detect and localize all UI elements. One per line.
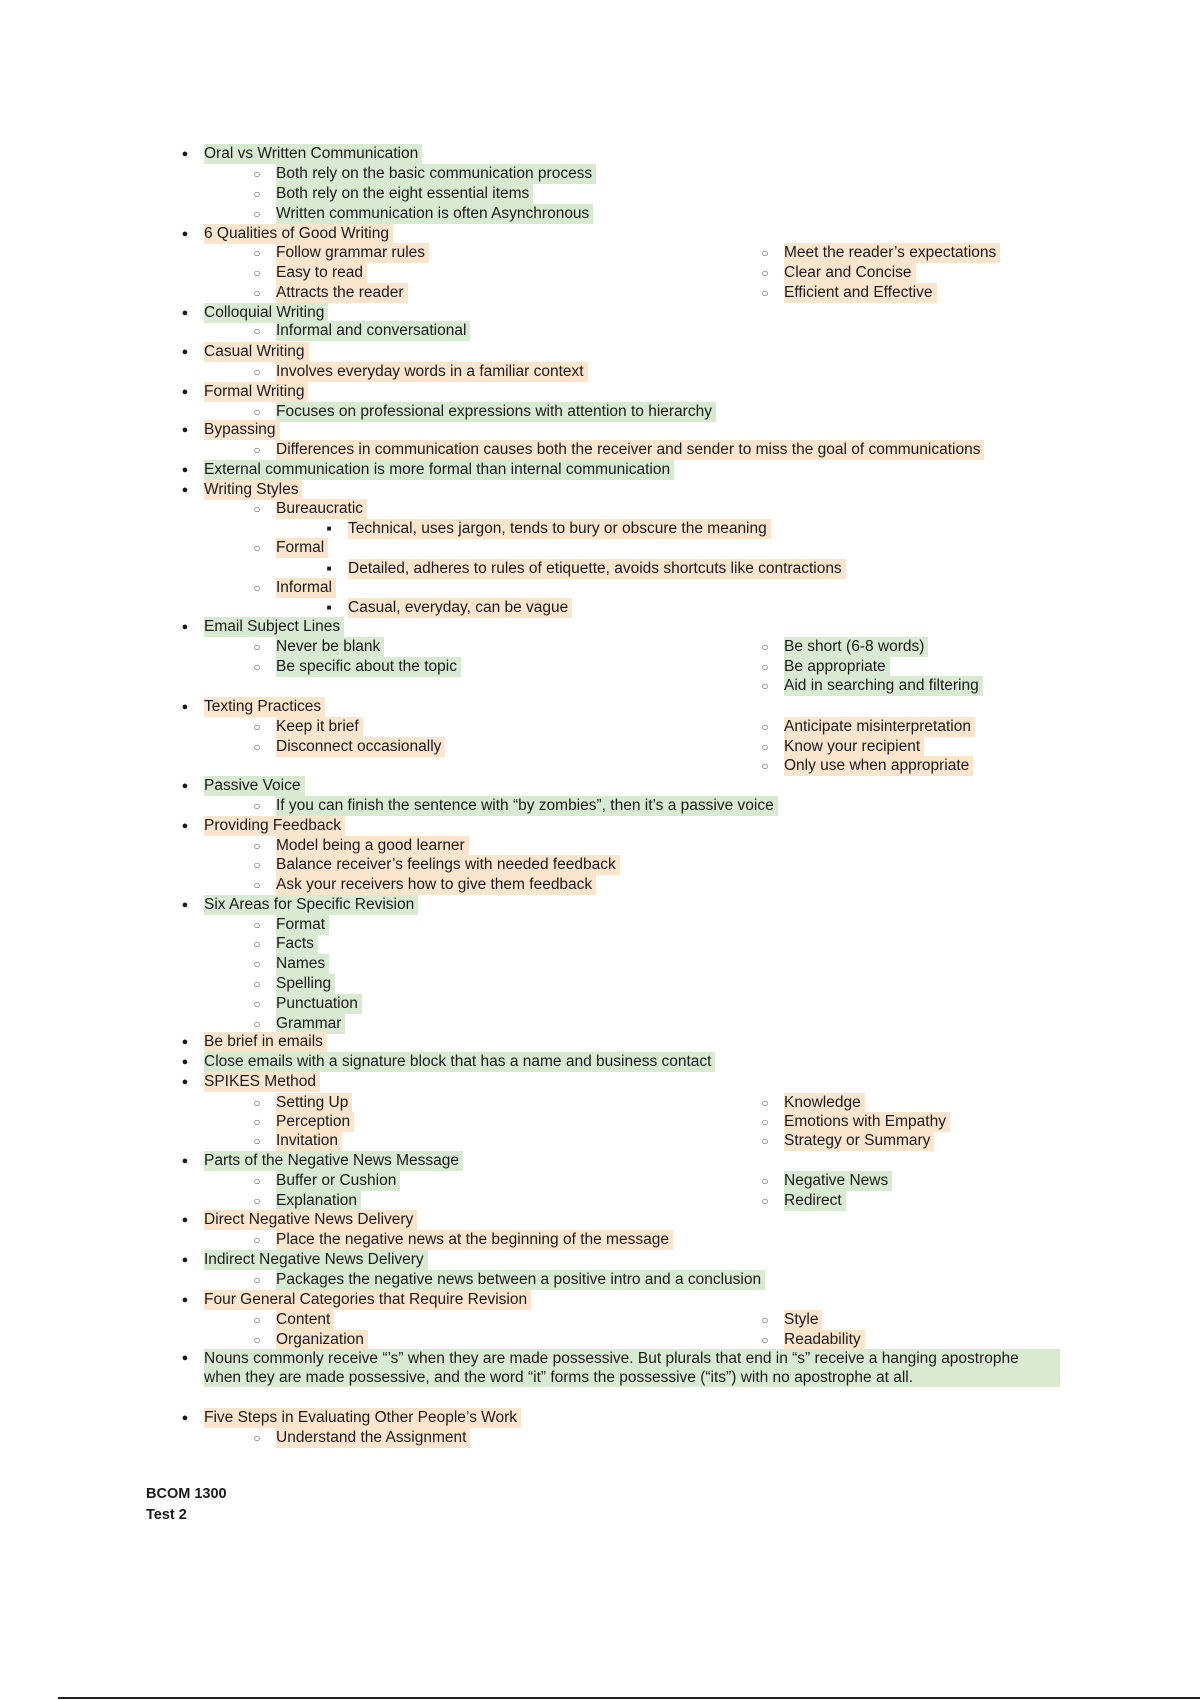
list-item-text: Packages the negative news between a positive intro and a conclusion [276,1270,765,1290]
footer-label [146,1484,227,1526]
hollow-circle-bullet-icon: ○ [253,246,261,260]
list-item-text: Perception [276,1112,354,1132]
list-item-text: Texting Practices [204,697,325,717]
hollow-circle-bullet-icon: ○ [253,405,261,419]
list-item-text: Meet the reader’s expectations [784,243,1000,263]
list-item-text: Differences in communication causes both the receiver and sender to miss the goal of communications [276,440,984,460]
list-item-text: Be appropriate [784,657,890,677]
list-item-text: If you can finish the sentence with “by zombies”, then it’s a passive voice [276,796,778,816]
bottom-rule [58,1697,1200,1699]
list-item-text: Know your recipient [784,737,924,757]
filled-circle-bullet-icon: ● [181,780,189,792]
hollow-circle-bullet-icon: ○ [253,1017,261,1031]
list-item-text: 6 Qualities of Good Writing [204,224,393,244]
list-item-text: Readability [784,1330,865,1350]
hollow-circle-bullet-icon: ○ [253,1233,261,1247]
hollow-circle-bullet-icon: ○ [253,1134,261,1148]
list-item-text: Formal [276,538,328,558]
list-item-text: Clear and Concise [784,263,916,283]
list-item-text: Content [276,1310,334,1330]
hollow-circle-bullet-icon: ○ [253,286,261,300]
list-item-text: Oral vs Written Communication [204,144,422,164]
hollow-circle-bullet-icon: ○ [253,740,261,754]
hollow-circle-bullet-icon: ○ [253,581,261,595]
list-item-text: Be brief in emails [204,1032,327,1052]
list-item-text: Efficient and Effective [784,283,937,303]
list-item-text: Invitation [276,1131,342,1151]
filled-circle-bullet-icon: ● [181,1155,189,1167]
hollow-circle-bullet-icon: ○ [761,1115,769,1129]
hollow-circle-bullet-icon: ○ [761,720,769,734]
hollow-circle-bullet-icon: ○ [253,957,261,971]
list-item-text: Model being a good learner [276,836,469,856]
list-item-text: External communication is more formal than internal communication [204,460,674,480]
list-item-text: Colloquial Writing [204,303,328,323]
filled-circle-bullet-icon: ● [181,464,189,476]
hollow-circle-bullet-icon: ○ [761,266,769,280]
hollow-circle-bullet-icon: ○ [253,1333,261,1347]
filled-circle-bullet-icon: ● [181,1254,189,1266]
filled-circle-bullet-icon: ● [181,1294,189,1306]
filled-circle-bullet-icon: ● [181,1214,189,1226]
list-item-text: Both rely on the eight essential items [276,184,533,204]
hollow-circle-bullet-icon: ○ [761,1096,769,1110]
hollow-circle-bullet-icon: ○ [253,858,261,872]
list-item-text: Anticipate misinterpretation [784,717,975,737]
list-item-text: Four General Categories that Require Revision [204,1290,531,1310]
hollow-circle-bullet-icon: ○ [761,1134,769,1148]
list-item-text: Keep it brief [276,717,363,737]
hollow-circle-bullet-icon: ○ [253,799,261,813]
hollow-circle-bullet-icon: ○ [253,1313,261,1327]
list-item-text: Parts of the Negative News Message [204,1151,463,1171]
hollow-circle-bullet-icon: ○ [253,878,261,892]
hollow-circle-bullet-icon: ○ [253,167,261,181]
list-item-text: Casual, everyday, can be vague [348,598,572,618]
list-item-text: Providing Feedback [204,816,345,836]
list-item-text: Negative News [784,1171,892,1191]
list-item-text: Understand the Assignment [276,1428,470,1448]
course-code: BCOM 1300 [146,1486,227,1502]
list-item-text: Be specific about the topic [276,657,461,677]
list-item-text: Written communication is often Asynchronous [276,204,593,224]
list-item-text: Focuses on professional expressions with attention to hierarchy [276,402,716,422]
list-item-text: Explanation [276,1191,361,1211]
square-bullet-icon: ■ [326,603,332,612]
list-item-text: Involves everyday words in a familiar context [276,362,588,382]
filled-circle-bullet-icon: ● [181,820,189,832]
filled-circle-bullet-icon: ● [181,228,189,240]
hollow-circle-bullet-icon: ○ [761,759,769,773]
list-item-text: Easy to read [276,263,367,283]
hollow-circle-bullet-icon: ○ [253,1174,261,1188]
list-item-text: Grammar [276,1014,345,1034]
hollow-circle-bullet-icon: ○ [761,1174,769,1188]
list-item-text: SPIKES Method [204,1072,320,1092]
hollow-circle-bullet-icon: ○ [253,660,261,674]
filled-circle-bullet-icon: ● [181,899,189,911]
list-item-text: Passive Voice [204,776,305,796]
filled-circle-bullet-icon: ● [181,701,189,713]
filled-circle-bullet-icon: ● [181,424,189,436]
hollow-circle-bullet-icon: ○ [253,720,261,734]
hollow-circle-bullet-icon: ○ [253,443,261,457]
list-item-text: Attracts the reader [276,283,408,303]
list-item-text: Balance receiver’s feelings with needed feedback [276,855,620,875]
square-bullet-icon: ■ [326,564,332,573]
list-item-text: Setting Up [276,1093,352,1113]
list-item-text: Writing Styles [204,480,302,500]
filled-circle-bullet-icon: ● [181,307,189,319]
hollow-circle-bullet-icon: ○ [253,640,261,654]
list-item-text: Disconnect occasionally [276,737,445,757]
hollow-circle-bullet-icon: ○ [253,266,261,280]
hollow-circle-bullet-icon: ○ [253,541,261,555]
list-item-text: Never be blank [276,637,384,657]
list-item-text: Close emails with a signature block that has a name and business contact [204,1052,715,1072]
filled-circle-bullet-icon: ● [181,148,189,160]
list-item-text: Organization [276,1330,368,1350]
hollow-circle-bullet-icon: ○ [253,187,261,201]
hollow-circle-bullet-icon: ○ [761,1333,769,1347]
list-item-text: Nouns commonly receive “’s” when they are made possessive. But plurals that end in “s” receive a hanging apostrophe when they are made possessive, and the word “it” forms the possessive (“its”) with no apostrophe at all. [204,1349,1060,1387]
filled-circle-bullet-icon: ● [181,1352,189,1364]
hollow-circle-bullet-icon: ○ [253,1115,261,1129]
hollow-circle-bullet-icon: ○ [253,1194,261,1208]
hollow-circle-bullet-icon: ○ [761,640,769,654]
hollow-circle-bullet-icon: ○ [761,1313,769,1327]
hollow-circle-bullet-icon: ○ [253,1431,261,1445]
list-item-text: Emotions with Empathy [784,1112,950,1132]
hollow-circle-bullet-icon: ○ [761,1194,769,1208]
list-item-text: Six Areas for Specific Revision [204,895,418,915]
filled-circle-bullet-icon: ● [181,1036,189,1048]
list-item-text: Ask your receivers how to give them feedback [276,875,596,895]
hollow-circle-bullet-icon: ○ [253,365,261,379]
list-item-text: Aid in searching and filtering [784,676,983,696]
list-item-text: Five Steps in Evaluating Other People’s Work [204,1408,521,1428]
hollow-circle-bullet-icon: ○ [761,246,769,260]
hollow-circle-bullet-icon: ○ [761,286,769,300]
filled-circle-bullet-icon: ● [181,1076,189,1088]
hollow-circle-bullet-icon: ○ [761,660,769,674]
list-item-text: Place the negative news at the beginning of the message [276,1230,673,1250]
hollow-circle-bullet-icon: ○ [253,918,261,932]
list-item-text: Buffer or Cushion [276,1171,400,1191]
list-item-text: Redirect [784,1191,846,1211]
filled-circle-bullet-icon: ● [181,1412,189,1424]
list-item-text: Facts [276,934,318,954]
list-item-text: Strategy or Summary [784,1131,934,1151]
list-item-text: Informal and conversational [276,321,470,341]
filled-circle-bullet-icon: ● [181,386,189,398]
list-item-text: Direct Negative News Delivery [204,1210,417,1230]
filled-circle-bullet-icon: ● [181,346,189,358]
list-item-text: Email Subject Lines [204,617,344,637]
list-item-text: Technical, uses jargon, tends to bury or obscure the meaning [348,519,771,539]
filled-circle-bullet-icon: ● [181,484,189,496]
list-item-text: Follow grammar rules [276,243,429,263]
list-item-text: Punctuation [276,994,362,1014]
list-item-text: Both rely on the basic communication process [276,164,596,184]
filled-circle-bullet-icon: ● [181,621,189,633]
hollow-circle-bullet-icon: ○ [253,839,261,853]
list-item-text: Be short (6-8 words) [784,637,928,657]
list-item-text: Informal [276,578,336,598]
list-item-text: Only use when appropriate [784,756,973,776]
list-item-text: Detailed, adheres to rules of etiquette, avoids shortcuts like contractions [348,559,846,579]
list-item-text: Spelling [276,974,335,994]
list-item-text: Bypassing [204,420,280,440]
hollow-circle-bullet-icon: ○ [761,740,769,754]
list-item-text: Names [276,954,329,974]
test-label: Test 2 [146,1507,187,1523]
hollow-circle-bullet-icon: ○ [253,977,261,991]
hollow-circle-bullet-icon: ○ [253,937,261,951]
hollow-circle-bullet-icon: ○ [253,1096,261,1110]
hollow-circle-bullet-icon: ○ [253,324,261,338]
list-item-text: Knowledge [784,1093,865,1113]
list-item-text: Indirect Negative News Delivery [204,1250,428,1270]
filled-circle-bullet-icon: ● [181,1056,189,1068]
hollow-circle-bullet-icon: ○ [761,679,769,693]
hollow-circle-bullet-icon: ○ [253,1273,261,1287]
square-bullet-icon: ■ [326,524,332,533]
hollow-circle-bullet-icon: ○ [253,207,261,221]
list-item-text: Style [784,1310,822,1330]
list-item-text: Formal Writing [204,382,308,402]
list-item-text: Casual Writing [204,342,309,362]
list-item-text: Bureaucratic [276,499,367,519]
hollow-circle-bullet-icon: ○ [253,502,261,516]
hollow-circle-bullet-icon: ○ [253,997,261,1011]
list-item-text: Format [276,915,329,935]
